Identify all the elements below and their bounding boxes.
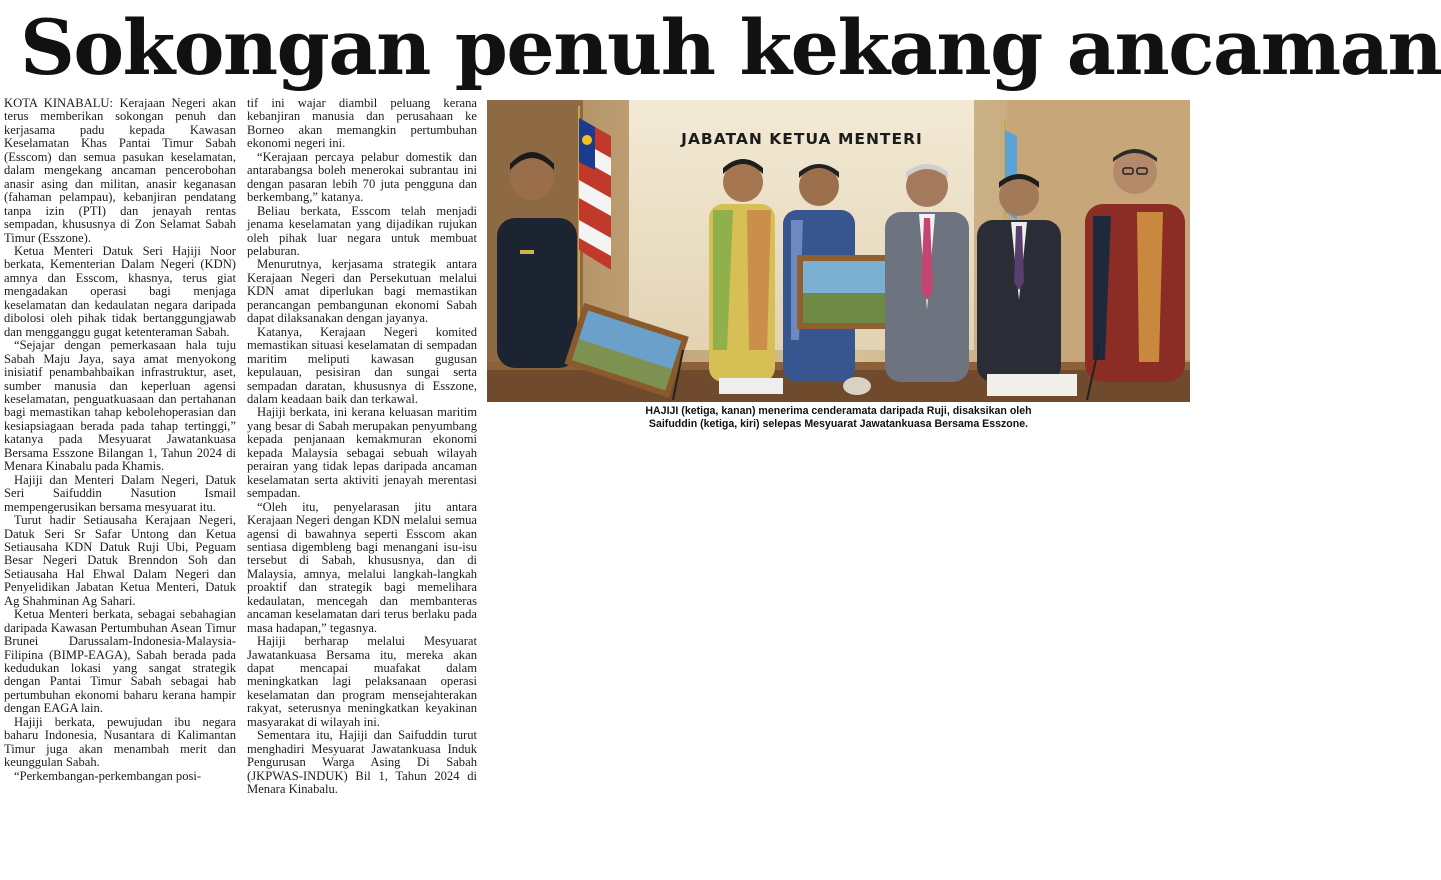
article-column-2: [247, 97, 477, 877]
paragraph: Hajiji berkata, pewujudan ibu negara baharu Indonesia, Nusantara di Kalimantan Timur juga akan menambah merit dan keunggulan Sabah.: [4, 714, 236, 770]
wall-sign: JABATAN KETUA MENTERI: [681, 130, 923, 148]
paragraph: Turut hadir Setiausaha Kerajaan Negeri, Datuk Seri Sr Safar Untong dan Ketua Setiausaha KDN Datuk Ruji Ubi, Peguam Besar Negeri Datuk Brenndon Soh dan Setiausaha Hal Ehwal Dalam Negeri dan Penyelidikan Jabatan Ketua Menteri, Datuk Ag Shahminan Ag Sahari.: [4, 513, 236, 608]
paragraph: Ketua Menteri berkata, sebagai sebahagian daripada Kawasan Pertumbuhan Asean Timur Brunei Darussalam-Indonesia-Malaysia-Filipina (BIMP-EAGA), Sabah berada pada kedudukan lokasi yang sangat strategik dengan Pantai Timur Sabah sebagai hab pertumbuhan ekonomi baharu kerana hampir dengan EAGA lain.: [4, 607, 236, 716]
paragraph: Hajiji berkata, ini kerana keluasan maritim yang besar di Sabah merupakan penyumbang kepada penjanaan kemakmuran ekonomi kepada Malaysia sebagai sebuah wilayah perairan yang tidak lepas daripada ancaman keselamatan serta aktiviti jenayah merentasi sempadan.: [247, 405, 477, 501]
paragraph: tif ini wajar diambil peluang kerana kebanjiran manusia dan perusahaan ke Borneo akan memangkin pertumbuhan ekonomi negeri ini.: [247, 96, 477, 151]
paragraph: Menurutnya, kerjasama strategik antara Kerajaan Negeri dan Persekutuan melalui KDN amat diperlukan bagi memastikan perancangan pembangunan ekonomi Sabah dapat dilaksanakan dengan jayanya.: [247, 257, 477, 326]
paragraph: Sementara itu, Hajiji dan Saifuddin turut menghadiri Mesyuarat Jawatankuasa Induk Pengurusan Warga Asing Di Sabah (JKPWAS-INDUK) Bil 1, Tahun 2024 di Menara Kinabalu.: [247, 728, 477, 797]
paragraph: “Oleh itu, penyelarasan jitu antara Kerajaan Negeri dengan KDN melalui semua agensi di bawahnya seperti Esscom akan sentiasa digembleng bagi menangani isu-isu tersebut di Sabah, khususnya, dan di Malaysia, amnya, melalui langkah-langkah proaktif dan strategik bagi memelihara kedaulatan, mencegah dan membanteras ancaman keselamatan dari terus berlaku pada masa hadapan,” tegasnya.: [247, 499, 477, 635]
paragraph: “Sejajar dengan pemerkasaan hala tuju Sabah Maju Jaya, saya amat menyokong inisiatif penambahbaikan infrastruktur, aset, sumber manusia dan keperluan agensi keselamatan, penguatkuasaan dan pertahanan bagi memastikan tahap kebolehoperasian dan kesiapsiagaan berada pada tahap tertinggi,” katanya pada Mesyuarat Jawatankuasa Bersama Esszone Bilangan 1, Tahun 2024 di Menara Kinabalu pada Khamis.: [4, 338, 236, 474]
paragraph: “Kerajaan percaya pelabur domestik dan antarabangsa boleh menerokai subrantau ini dengan pasaran lebih 70 juta pengguna dan berkembang,” katanya.: [247, 149, 477, 205]
article-column-1: [4, 97, 236, 877]
news-photo: [487, 100, 1190, 402]
photo-caption: [487, 405, 1190, 431]
paragraph: KOTA KINABALU: Kerajaan Negeri akan terus memberikan sokongan penuh dan kerjasama padu kepada Kawasan Keselamatan Khas Pantai Timur Sabah (Esscom) dan semua pasukan keselamatan, dalam mengekang ancaman pencerobohan anasir asing dan militan, anasir keganasan (fahaman pelampau), kebanjiran pendatang tanpa izin (PTI) dan jenayah rentas sempadan, khususnya di Zon Selamat Sabah Timur (Esszone).: [4, 96, 236, 245]
paragraph: Hajiji dan Menteri Dalam Negeri, Datuk Seri Saifuddin Nasution Ismail mempengerusikan bersama mesyuarat itu.: [4, 472, 236, 514]
paragraph: Beliau berkata, Esscom telah menjadi jenama keselamatan yang dijadikan rujukan oleh pihak luar negara untuk membuat pelaburan.: [247, 203, 477, 258]
caption-line-2: Saifuddin (ketiga, kiri) selepas Mesyuarat Jawatankuasa Bersama Esszone.: [648, 418, 1029, 430]
headline: Sokongan penuh kekang ancaman: [20, 3, 1441, 92]
paragraph: Ketua Menteri Datuk Seri Hajiji Noor berkata, Kementerian Dalam Negeri (KDN) amnya dan Esscom, khasnya, terus giat mengadakan operasi bagi menjaga keselamatan dan kedaulatan negara daripada dibolosi oleh pihak tidak bertanggungjawab dan mengganggu gugat ketenteraman Sabah.: [4, 243, 236, 339]
paragraph: Katanya, Kerajaan Negeri komited memastikan situasi keselamatan di sempadan maritim meliputi kawasan gugusan kepulauan, pesisiran dan sungai serta sempadan daratan, khususnya di Esszone, dalam keadaan baik dan terkawal.: [247, 324, 477, 406]
caption-line-1: HAJIJI (ketiga, kanan) menerima cenderamata daripada Ruji, disaksikan oleh: [645, 405, 1032, 417]
paragraph: Hajiji berharap melalui Mesyuarat Jawatankuasa Bersama itu, mereka akan dapat mencapai muafakat dalam meningkatkan lagi pelaksanaan operasi keselamatan dan program mensejahterakan rakyat, seterusnya meningkatkan keyakinan masyarakat di wilayah ini.: [247, 634, 477, 729]
paragraph: “Perkembangan-perkembangan posi-: [14, 768, 202, 783]
